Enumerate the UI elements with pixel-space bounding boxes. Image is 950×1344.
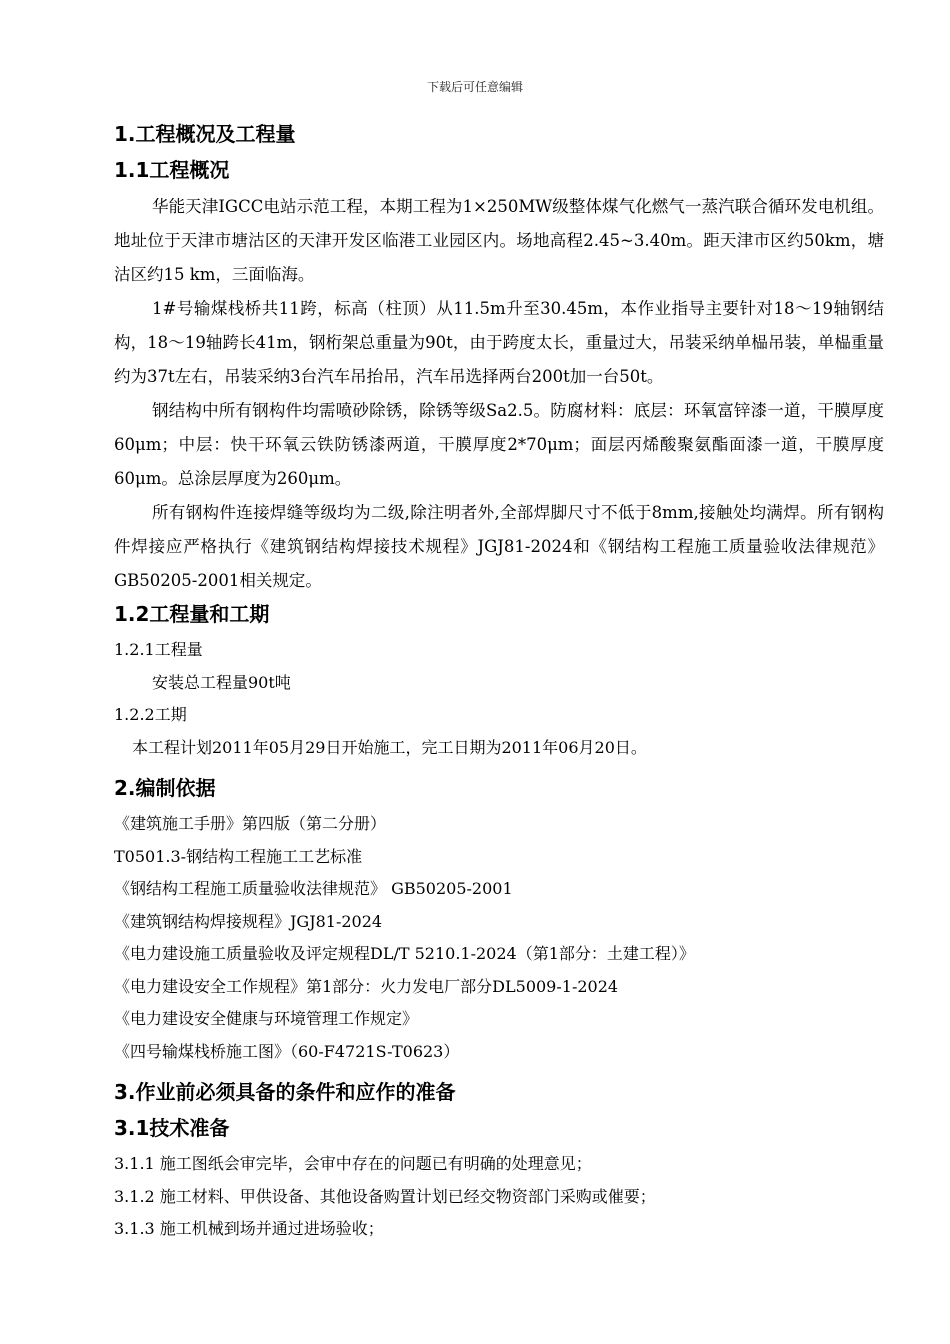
section-3-1-heading: 3.1技术准备	[114, 1116, 230, 1140]
prep-item: 3.1.2 施工材料、甲供设备、其他设备购置计划已经交物资部门采购或催要；	[114, 1186, 656, 1206]
quantity-text: 安装总工程量90t吨	[152, 672, 291, 692]
overview-paragraph-4: 所有钢构件连接焊缝等级均为二级,除注明者外,全部焊脚尺寸不低于8mm,接触处均满焊。所有钢构件焊接应严格执行《建筑钢结构焊接技术规程》JGJ81-2024和《钢结构工程施工质量验收法律规范》GB50205-2001相关规定。	[114, 503, 884, 590]
section-1-2-heading: 1.2工程量和工期	[114, 602, 270, 626]
reference-item: 《建筑施工手册》第四版（第二分册）	[114, 814, 387, 833]
reference-item: 《四号输煤栈桥施工图》（60-F4721S-T0623）	[114, 1041, 460, 1061]
section-1-2-2-heading: 1.2.2工期	[114, 705, 187, 724]
reference-list	[114, 808, 884, 1068]
overview-paragraph-1: 华能天津IGCC电站示范工程，本期工程为1×250MW级整体煤气化燃气一蒸汽联合循环发电机组。地址位于天津市塘沽区的天津开发区临港工业园区内。场地高程2.45~3.40m。距天津市区约50km，塘沽区约15 km，三面临海。	[114, 197, 884, 284]
schedule-text: 本工程计划2011年05月29日开始施工，完工日期为2011年06月20日。	[132, 737, 647, 757]
reference-item: 《钢结构工程施工质量验收法律规范》 GB50205-2001	[114, 879, 513, 898]
overview-paragraph-3: 钢结构中所有钢构件均需喷砂除锈，除锈等级Sa2.5。防腐材料：底层：环氧富锌漆一道，干膜厚度60μm；中层：快干环氧云铁防锈漆两道，干膜厚度2*70μm；面层丙烯酸聚氨酯面漆一道，干膜厚度60μm。总涂层厚度为260μm。	[114, 401, 884, 488]
section-1-heading: 1.工程概况及工程量	[114, 122, 296, 146]
reference-item: 《建筑钢结构焊接规程》JGJ81-2024	[114, 911, 383, 931]
section-3-heading: 3.作业前必须具备的条件和应作的准备	[114, 1080, 456, 1104]
prep-item: 3.1.3 施工机械到场并通过进场验收；	[114, 1219, 384, 1238]
section-2-heading: 2.编制依据	[114, 776, 216, 800]
reference-item: T0501.3-钢结构工程施工工艺标准	[114, 846, 363, 866]
prep-list	[114, 1148, 884, 1246]
reference-item: 《电力建设安全工作规程》第1部分：火力发电厂部分DL5009-1-2024	[114, 976, 619, 996]
section-1-1-heading: 1.1工程概况	[114, 158, 230, 182]
prep-item: 3.1.1 施工图纸会审完毕，会审中存在的问题已有明确的处理意见；	[114, 1154, 592, 1173]
document-body	[114, 110, 884, 1246]
reference-item: 《电力建设施工质量验收及评定规程DL/T 5210.1-2024（第1部分：土建工程）》	[114, 944, 695, 963]
reference-item: 《电力建设安全健康与环境管理工作规定》	[114, 1009, 419, 1028]
overview-paragraph-2: 1#号输煤栈桥共11跨，标高（柱顶）从11.5m升至30.45m，本作业指导主要针对18～19轴钢结构，18～19轴跨长41m，钢桁架总重量为90t，由于跨度太长，重量过大，吊装采纳单榀吊装，单榀重量约为37t左右，吊装采纳3台汽车吊抬吊，汽车吊选择两台200t加一台50t。	[114, 299, 884, 386]
header-note: 下载后可任意编辑	[426, 80, 523, 94]
section-1-2-1-heading: 1.2.1工程量	[114, 640, 203, 659]
